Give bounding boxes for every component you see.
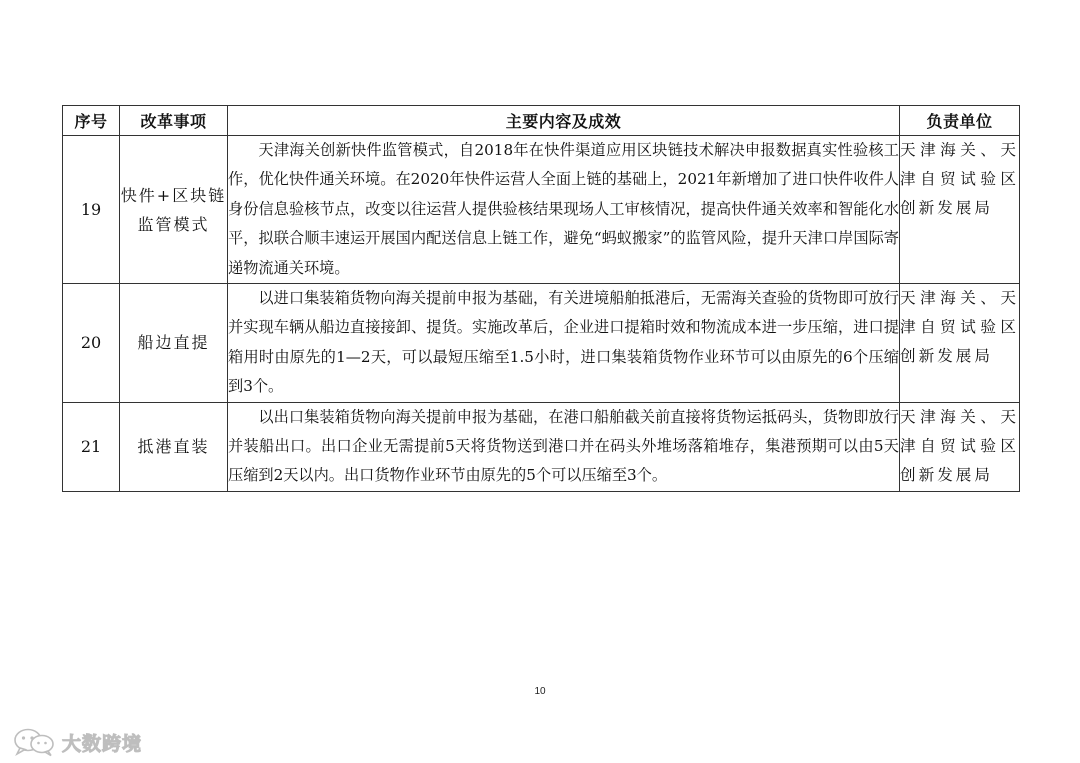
header-main-content: 主要内容及成效 <box>228 106 900 136</box>
watermark <box>12 726 142 758</box>
row-number: 19 <box>63 136 120 284</box>
row-reform-item: 快件+区块链监管模式 <box>120 136 228 284</box>
table-row <box>63 284 1020 403</box>
row-responsible-unit: 天津海关、天津自贸试验区创新发展局 <box>900 402 1020 491</box>
row-number: 20 <box>63 284 120 403</box>
row-main-content: 以出口集装箱货物向海关提前申报为基础，在港口船舶截关前直接将货物运抵码头，货物即放行并装船出口。出口企业无需提前5天将货物送到港口并在码头外堆场落箱堆存，集港预期可以由5天压缩到2天以内。出口货物作业环节由原先的5个可以压缩至3个。 <box>228 402 900 491</box>
wechat-logo-icon <box>12 727 56 757</box>
page-number: 10 <box>534 686 546 697</box>
header-responsible-unit: 负责单位 <box>900 106 1020 136</box>
row-main-content: 天津海关创新快件监管模式，自2018年在快件渠道应用区块链技术解决申报数据真实性验核工作，优化快件通关环境。在2020年快件运营人全面上链的基础上，2021年新增加了进口快件收件人身份信息验核节点，改变以往运营人提供验核结果现场人工审核情况，提高快件通关效率和智能化水平，拟联合顺丰速运开展国内配送信息上链工作，避免“蚂蚁搬家”的监管风险，提升天津口岸国际寄递物流通关环境。 <box>228 136 900 284</box>
row-main-content: 以进口集装箱货物向海关提前申报为基础，有关进境船舶抵港后，无需海关查验的货物即可放行并实现车辆从船边直接接卸、提货。实施改革后，企业进口提箱时效和物流成本进一步压缩，进口提箱用时由原先的1—2天，可以最短压缩至1.5小时，进口集装箱货物作业环节可以由原先的6个压缩到3个。 <box>228 284 900 403</box>
header-reform-item: 改革事项 <box>120 106 228 136</box>
row-responsible-unit: 天津海关、天津自贸试验区创新发展局 <box>900 136 1020 284</box>
row-responsible-unit: 天津海关、天津自贸试验区创新发展局 <box>900 284 1020 403</box>
reform-items-table <box>62 105 1020 492</box>
header-serial-number: 序号 <box>63 106 120 136</box>
table-header-row <box>63 106 1020 136</box>
row-reform-item: 抵港直装 <box>120 402 228 491</box>
row-reform-item: 船边直提 <box>120 284 228 403</box>
watermark-text: 大数跨境 <box>62 732 143 755</box>
table-row <box>63 402 1020 491</box>
table-row <box>63 136 1020 284</box>
row-number: 21 <box>63 402 120 491</box>
